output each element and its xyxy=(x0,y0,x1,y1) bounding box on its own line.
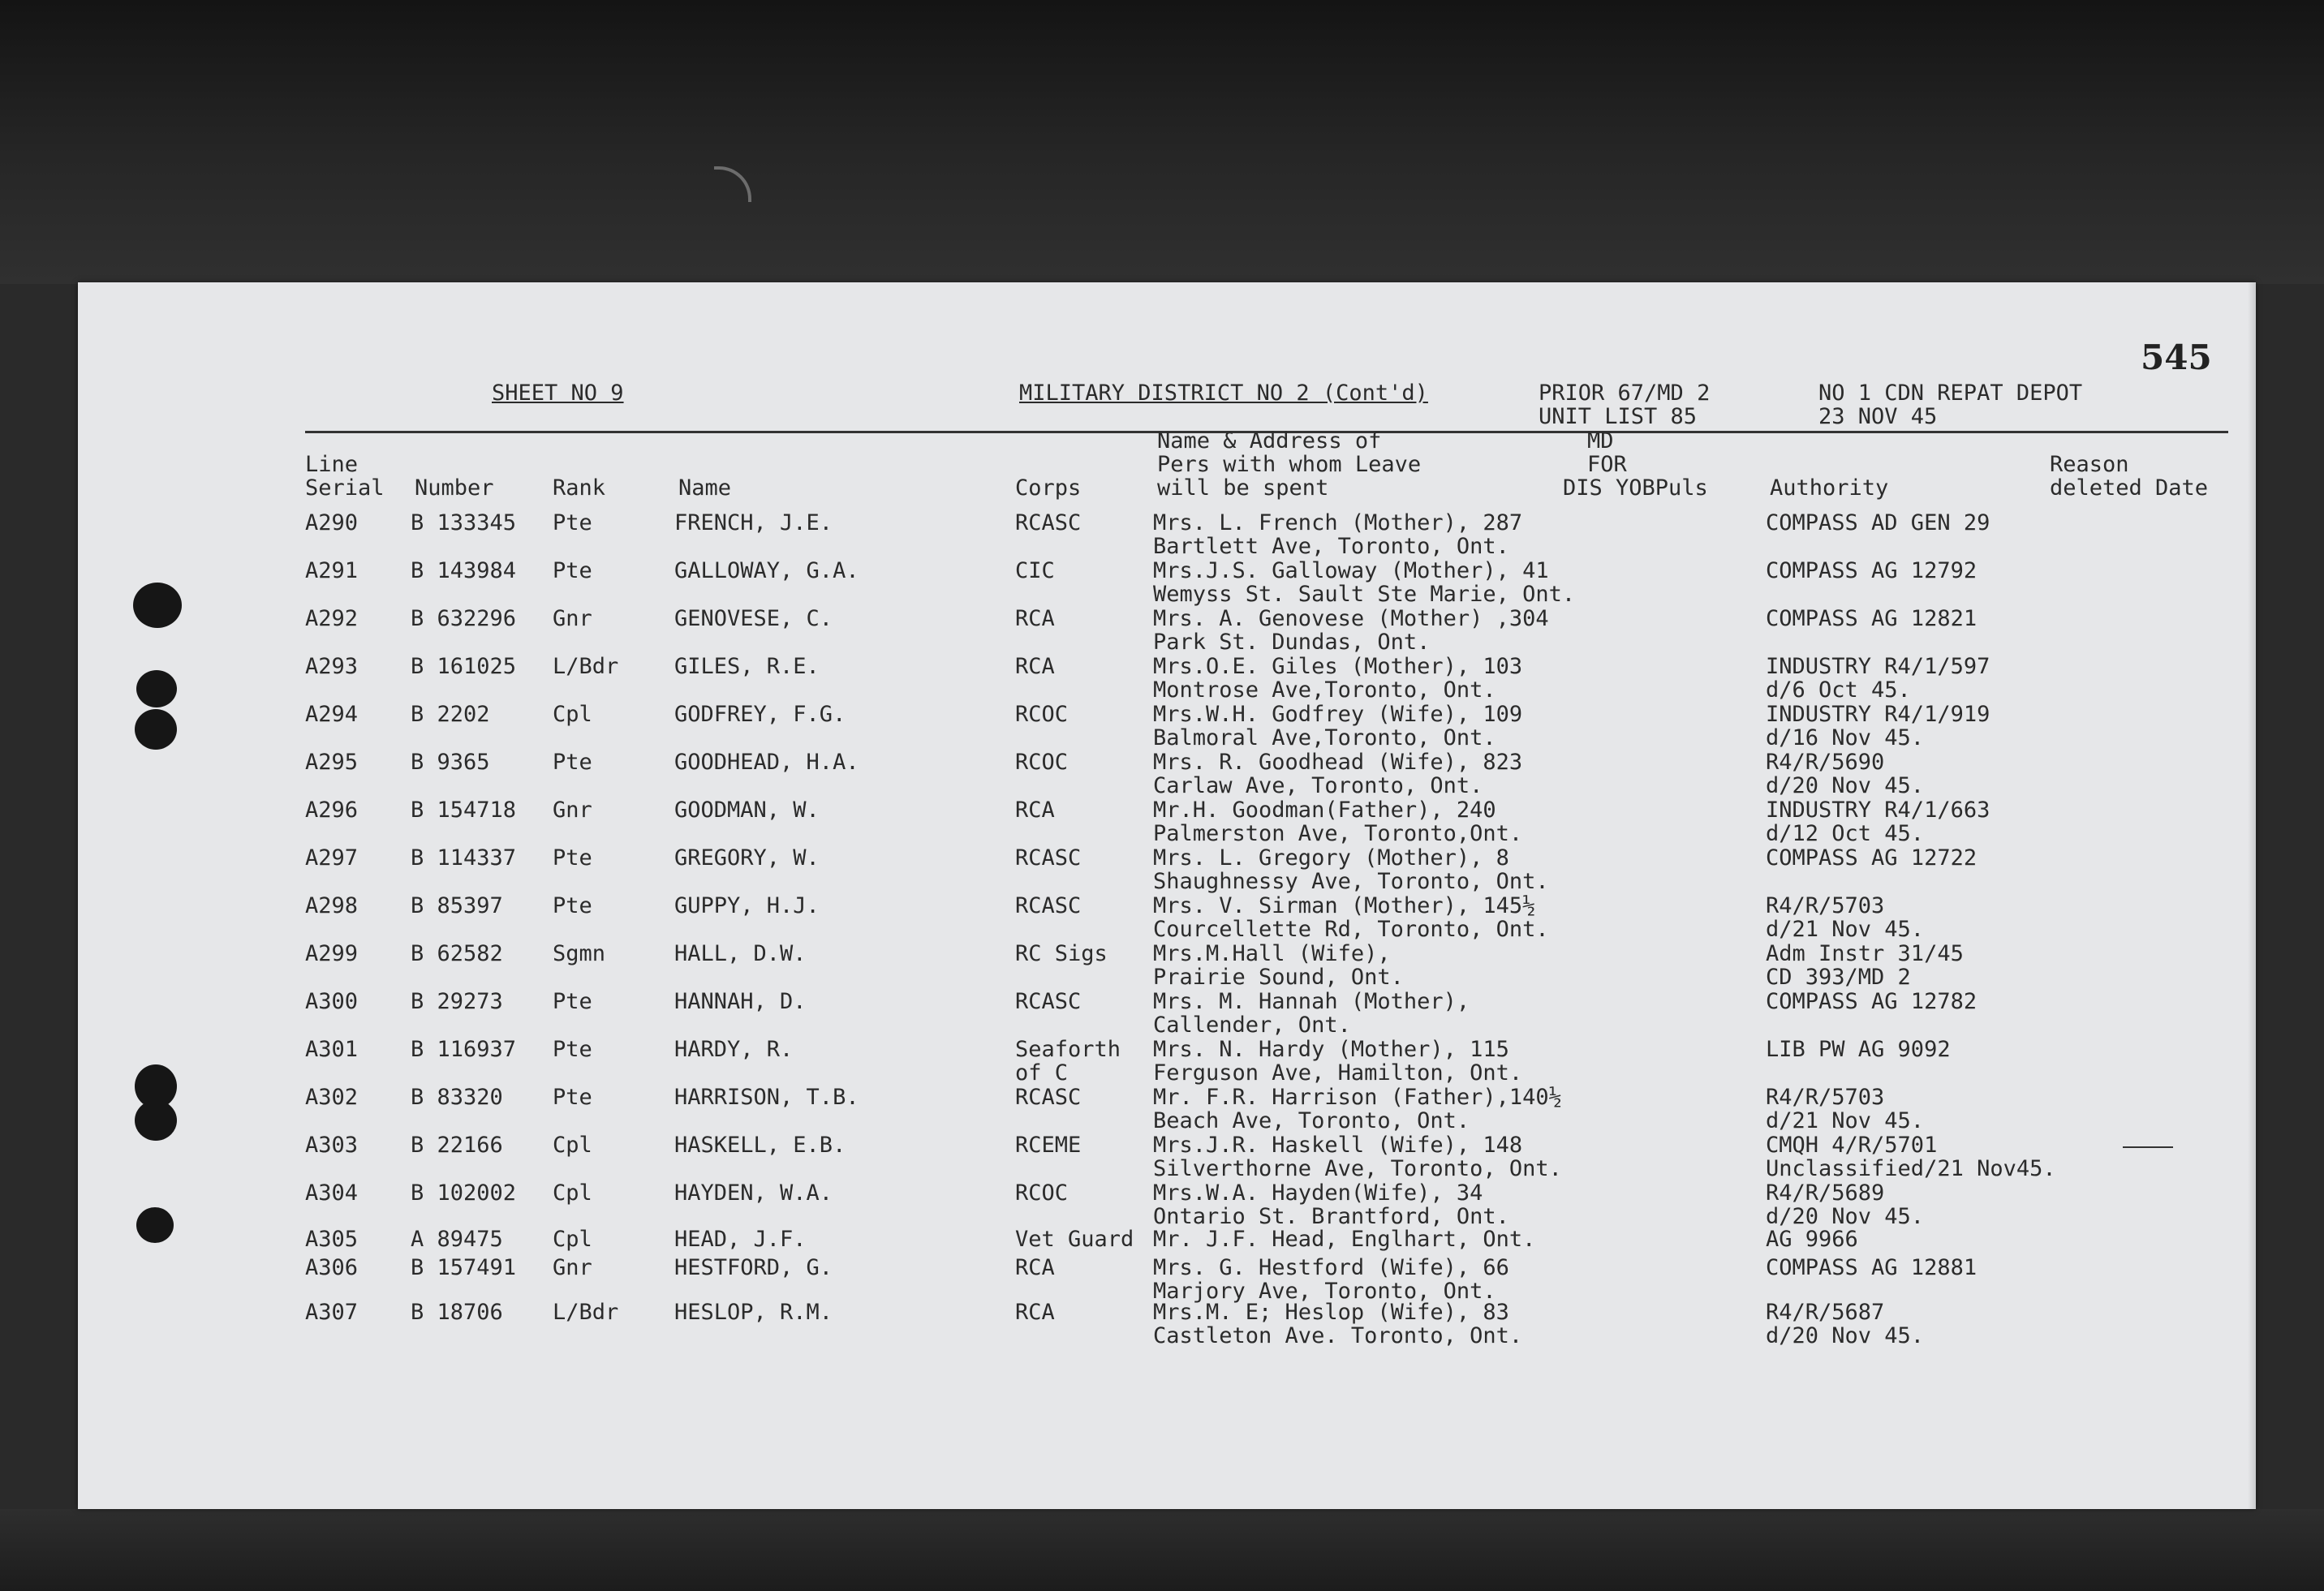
soldier-name: HEAD, J.F. xyxy=(674,1227,807,1252)
authority: COMPASS AG 12881 xyxy=(1766,1255,1978,1280)
document-sheet xyxy=(78,282,2256,1509)
service-number: B 85397 xyxy=(411,893,503,918)
leave-address: Mrs.J.S. Galloway (Mother), 41 Wemyss St. Sault Ste Marie, Ont. xyxy=(1153,558,1576,607)
leave-address: Mrs. G. Hestford (Wife), 66 Marjory Ave, Toronto, Ont. xyxy=(1153,1255,1509,1304)
corps: RCASC xyxy=(1015,893,1082,918)
service-number: B 114337 xyxy=(411,845,517,871)
corps: Vet Guard xyxy=(1015,1227,1134,1252)
corps: RCASC xyxy=(1015,989,1082,1014)
line-serial: A301 xyxy=(305,1037,359,1062)
line-serial: A291 xyxy=(305,558,359,583)
record-row xyxy=(78,990,2256,1038)
rank: Cpl xyxy=(553,1180,592,1206)
corps: RCEME xyxy=(1015,1133,1082,1158)
record-row xyxy=(78,894,2256,943)
rank: Cpl xyxy=(553,702,592,727)
authority: INDUSTRY R4/1/919 d/16 Nov 45. xyxy=(1766,702,1990,750)
authority: R4/R/5687 d/20 Nov 45. xyxy=(1766,1300,1925,1348)
service-number: B 2202 xyxy=(411,702,490,727)
col-authority: Authority xyxy=(1770,475,1889,501)
corps: RCA xyxy=(1015,654,1055,679)
line-serial: A294 xyxy=(305,702,359,727)
film-background-top xyxy=(0,0,2324,284)
line-serial: A302 xyxy=(305,1085,359,1110)
record-row xyxy=(78,1086,2256,1134)
line-serial: A303 xyxy=(305,1133,359,1158)
record-row xyxy=(78,1133,2256,1182)
soldier-name: HARRISON, T.B. xyxy=(674,1085,859,1110)
corps: RCOC xyxy=(1015,1180,1069,1206)
leave-address: Mr. F.R. Harrison (Father),140½ Beach Ave, Toronto, Ont. xyxy=(1153,1085,1562,1133)
page-number: 545 xyxy=(2141,338,2212,377)
col-md-for-dis: MD FOR DIS YOBPuls xyxy=(1563,428,1708,501)
leave-address: Mrs. L. French (Mother), 287 Bartlett Ave, Toronto, Ont. xyxy=(1153,510,1523,559)
authority: AG 9966 xyxy=(1766,1227,1858,1252)
rank: Pte xyxy=(553,1085,592,1110)
leave-address: Mrs.W.H. Godfrey (Wife), 109 Balmoral Ave,Toronto, Ont. xyxy=(1153,702,1523,750)
line-serial: A299 xyxy=(305,941,359,966)
soldier-name: GILES, R.E. xyxy=(674,654,820,679)
line-serial: A305 xyxy=(305,1227,359,1252)
line-serial: A297 xyxy=(305,845,359,871)
rank: Pte xyxy=(553,989,592,1014)
col-reason-deleted: Reason deleted Date xyxy=(2050,452,2209,501)
leave-address: Mrs.W.A. Hayden(Wife), 34 Ontario St. Brantford, Ont. xyxy=(1153,1180,1509,1229)
soldier-name: GREGORY, W. xyxy=(674,845,820,871)
line-serial: A293 xyxy=(305,654,359,679)
soldier-name: HARDY, R. xyxy=(674,1037,794,1062)
leave-address: Mrs. V. Sirman (Mother), 145½ Courcellette Rd, Toronto, Ont. xyxy=(1153,893,1549,942)
corps: Seaforth of C xyxy=(1015,1037,1121,1086)
authority: INDUSTRY R4/1/597 d/6 Oct 45. xyxy=(1766,654,1990,703)
record-row xyxy=(78,607,2256,656)
authority: COMPASS AD GEN 29 xyxy=(1766,510,1990,535)
service-number: B 133345 xyxy=(411,510,517,535)
sheet-number: SHEET NO 9 xyxy=(492,381,624,406)
soldier-name: FRENCH, J.E. xyxy=(674,510,833,535)
district-title: MILITARY DISTRICT NO 2 (Cont'd) xyxy=(1019,381,1428,406)
soldier-name: HESLOP, R.M. xyxy=(674,1300,833,1325)
record-row xyxy=(78,1301,2256,1349)
col-rank: Rank xyxy=(553,475,606,501)
record-row xyxy=(78,798,2256,847)
leave-address: Mr. J.F. Head, Englhart, Ont. xyxy=(1153,1227,1536,1252)
service-number: B 143984 xyxy=(411,558,517,583)
soldier-name: GALLOWAY, G.A. xyxy=(674,558,859,583)
record-row xyxy=(78,1256,2256,1305)
leave-address: Mrs.M. E; Heslop (Wife), 83 Castleton Ave. Toronto, Ont. xyxy=(1153,1300,1523,1348)
rank: Cpl xyxy=(553,1227,592,1252)
leave-address: Mrs.J.R. Haskell (Wife), 148 Silverthorne Ave, Toronto, Ont. xyxy=(1153,1133,1562,1181)
col-line-serial: Line Serial xyxy=(305,452,385,501)
service-number: B 29273 xyxy=(411,989,503,1014)
record-row xyxy=(78,750,2256,799)
prior-reference: PRIOR 67/MD 2 UNIT LIST 85 xyxy=(1539,381,1711,429)
corps: RCA xyxy=(1015,1255,1055,1280)
authority: R4/R/5690 d/20 Nov 45. xyxy=(1766,750,1925,798)
service-number: B 632296 xyxy=(411,606,517,631)
authority: Adm Instr 31/45 CD 393/MD 2 xyxy=(1766,941,1964,990)
record-row xyxy=(78,1038,2256,1086)
record-row xyxy=(78,511,2256,560)
service-number: B 83320 xyxy=(411,1085,503,1110)
soldier-name: GODFREY, F.G. xyxy=(674,702,846,727)
rank: Gnr xyxy=(553,798,592,823)
authority: COMPASS AG 12821 xyxy=(1766,606,1978,631)
service-number: B 116937 xyxy=(411,1037,517,1062)
rank: Gnr xyxy=(553,1255,592,1280)
corps: RCA xyxy=(1015,1300,1055,1325)
service-number: B 22166 xyxy=(411,1133,503,1158)
leave-address: Mrs. A. Genovese (Mother) ,304 Park St. Dundas, Ont. xyxy=(1153,606,1549,655)
leave-address: Mrs.O.E. Giles (Mother), 103 Montrose Ave,Toronto, Ont. xyxy=(1153,654,1523,703)
service-number: B 102002 xyxy=(411,1180,517,1206)
record-row xyxy=(78,703,2256,751)
leave-address: Mrs. M. Hannah (Mother), Callender, Ont. xyxy=(1153,989,1470,1038)
leave-address: Mrs.M.Hall (Wife), Prairie Sound, Ont. xyxy=(1153,941,1404,990)
service-number: B 18706 xyxy=(411,1300,503,1325)
soldier-name: HANNAH, D. xyxy=(674,989,807,1014)
corps: RCOC xyxy=(1015,702,1069,727)
rank: Pte xyxy=(553,510,592,535)
line-serial: A295 xyxy=(305,750,359,775)
rank: Pte xyxy=(553,558,592,583)
corps: RCA xyxy=(1015,606,1055,631)
film-background-bottom xyxy=(0,1509,2324,1591)
corps: RCOC xyxy=(1015,750,1069,775)
corps: CIC xyxy=(1015,558,1055,583)
corps: RCASC xyxy=(1015,845,1082,871)
soldier-name: GENOVESE, C. xyxy=(674,606,833,631)
authority: R4/R/5689 d/20 Nov 45. xyxy=(1766,1180,1925,1229)
authority: CMQH 4/R/5701 Unclassified/21 Nov45. xyxy=(1766,1133,2056,1181)
rank: L/Bdr xyxy=(553,1300,619,1325)
line-serial: A304 xyxy=(305,1180,359,1206)
record-row xyxy=(78,1181,2256,1230)
soldier-name: GOODHEAD, H.A. xyxy=(674,750,859,775)
line-serial: A296 xyxy=(305,798,359,823)
service-number: B 161025 xyxy=(411,654,517,679)
leave-address: Mrs. L. Gregory (Mother), 8 Shaughnessy Ave, Toronto, Ont. xyxy=(1153,845,1549,894)
rank: Gnr xyxy=(553,606,592,631)
record-row xyxy=(78,942,2256,991)
leave-address: Mrs. N. Hardy (Mother), 115 Ferguson Ave, Hamilton, Ont. xyxy=(1153,1037,1523,1086)
service-number: B 62582 xyxy=(411,941,503,966)
corps: RCASC xyxy=(1015,1085,1082,1110)
corps: RC Sigs xyxy=(1015,941,1108,966)
soldier-name: HALL, D.W. xyxy=(674,941,807,966)
record-row xyxy=(78,846,2256,895)
line-serial: A290 xyxy=(305,510,359,535)
leave-address: Mrs. R. Goodhead (Wife), 823 Carlaw Ave, Toronto, Ont. xyxy=(1153,750,1523,798)
line-serial: A298 xyxy=(305,893,359,918)
soldier-name: HAYDEN, W.A. xyxy=(674,1180,833,1206)
depot-reference: NO 1 CDN REPAT DEPOT 23 NOV 45 xyxy=(1818,381,2083,429)
authority: COMPASS AG 12782 xyxy=(1766,989,1978,1014)
col-number: Number xyxy=(415,475,494,501)
rank: Sgmn xyxy=(553,941,606,966)
record-row xyxy=(78,559,2256,608)
pen-mark xyxy=(2123,1146,2173,1148)
corps: RCA xyxy=(1015,798,1055,823)
service-number: B 157491 xyxy=(411,1255,517,1280)
record-row xyxy=(78,655,2256,703)
service-number: A 89475 xyxy=(411,1227,503,1252)
authority: COMPASS AG 12722 xyxy=(1766,845,1978,871)
authority: INDUSTRY R4/1/663 d/12 Oct 45. xyxy=(1766,798,1990,846)
authority: COMPASS AG 12792 xyxy=(1766,558,1978,583)
service-number: B 154718 xyxy=(411,798,517,823)
rank: Pte xyxy=(553,750,592,775)
authority: R4/R/5703 d/21 Nov 45. xyxy=(1766,1085,1925,1133)
soldier-name: HASKELL, E.B. xyxy=(674,1133,846,1158)
line-serial: A307 xyxy=(305,1300,359,1325)
soldier-name: HESTFORD, G. xyxy=(674,1255,833,1280)
soldier-name: GUPPY, H.J. xyxy=(674,893,820,918)
service-number: B 9365 xyxy=(411,750,490,775)
soldier-name: GOODMAN, W. xyxy=(674,798,820,823)
line-serial: A300 xyxy=(305,989,359,1014)
authority: LIB PW AG 9092 xyxy=(1766,1037,1951,1062)
authority: R4/R/5703 d/21 Nov 45. xyxy=(1766,893,1925,942)
col-name: Name xyxy=(678,475,732,501)
col-address: Name & Address of Pers with whom Leave will be spent xyxy=(1157,428,1422,501)
leave-address: Mr.H. Goodman(Father), 240 Palmerston Ave, Toronto,Ont. xyxy=(1153,798,1523,846)
rank: Pte xyxy=(553,1037,592,1062)
corps: RCASC xyxy=(1015,510,1082,535)
rank: Cpl xyxy=(553,1133,592,1158)
col-corps: Corps xyxy=(1015,475,1082,501)
rank: L/Bdr xyxy=(553,654,619,679)
line-serial: A292 xyxy=(305,606,359,631)
line-serial: A306 xyxy=(305,1255,359,1280)
rank: Pte xyxy=(553,845,592,871)
rank: Pte xyxy=(553,893,592,918)
